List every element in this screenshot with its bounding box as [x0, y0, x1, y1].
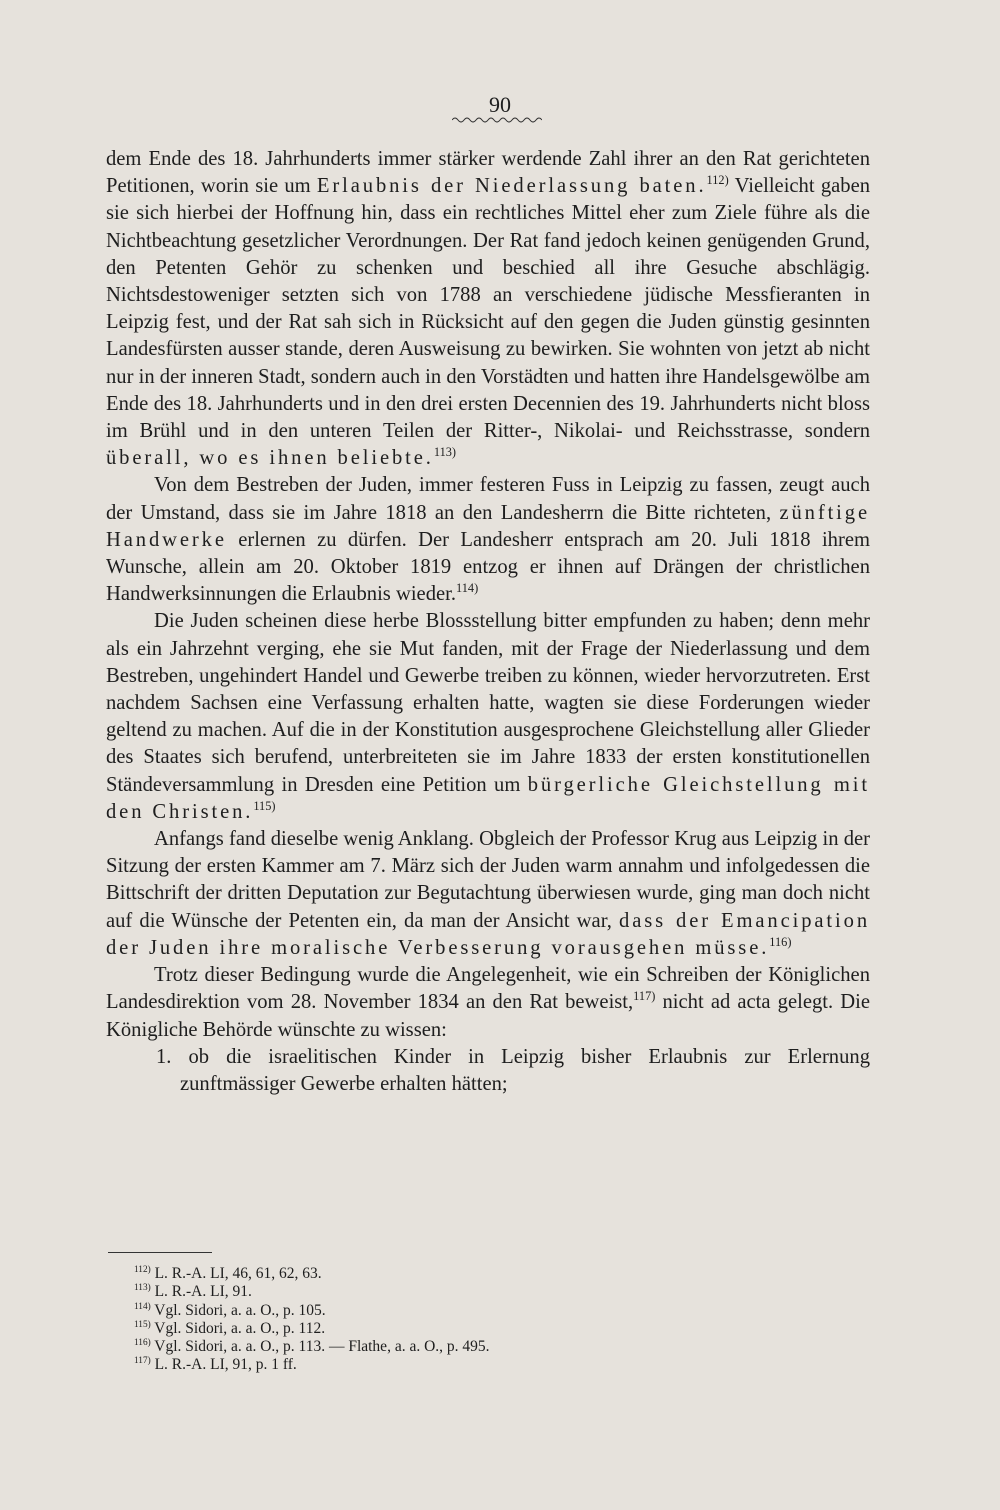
- paragraph-4: Anfangs fand dieselbe wenig Anklang. Obgleich der Professor Krug aus Leipzig in der Sitzung der ersten Kammer am 7. März sich der Juden warm annahm und infolgedessen die Bittschrift der dritten Deputation zur Begutachtung überwiesen wurde, ging man doch nicht auf die Wünsche der Petenten ein, da man der Ansicht war, dass der Emancipation der Juden ihre moralische Verbesserung vorausgehen müsse.$^{116)}$: [106, 828, 870, 959]
- spaced-emphasis: zünftige Handwerke: [106, 501, 870, 551]
- footnote-ref-113: 113): [433, 445, 457, 460]
- page-number-ornament: [452, 116, 542, 124]
- main-text: [106, 146, 870, 1098]
- paragraph-1: dem Ende des 18. Jahrhunderts immer stärker werdende Zahl ihrer an den Rat gerichteten Petitionen, worin sie um Erlaubnis der Niederlassung baten.$^{112)}$ Vielleicht gaben sie sich hierbei der Hoffnung hin, dass ein rechtliches Mittel eher zum Ziele führe als die Nichtbeachtung gesetzlicher Verordnungen. Der Rat fand jedoch keinen genügenden Grund, den Petenten Gehör zu schenken und beschied all ihre Gesuche abschlägig. Nichtsdestoweniger setzten sich von 1788 an verschiedene jüdische Messfieranten in Leipzig fest, und der Rat sah sich in Rücksicht auf den gegen die Juden günstig gesinnten Landesfürsten ausser stande, deren Ausweisung zu bewirken. Sie wohnten von jetzt ab nicht nur in der inneren Stadt, sondern auch in den Vorstädten und hatten ihre Handelsgewölbe am Ende des 18. Jahrhunderts und in den drei ersten Decennien des 19. Jahrhunderts nicht bloss im Brühl und in den unteren Teilen der Ritter-, Nikolai- und Reichsstrasse, sondern überall, wo es ihnen beliebte.$^{113)}$: [106, 148, 871, 470]
- paragraph-2: Von dem Bestreben der Juden, immer festeren Fuss in Leipzig zu fassen, zeugt auch der Umstand, dass sie im Jahre 1818 an den Landesherrn die Bitte richteten, zünftige Handwerke erlernen zu dürfen. Der Landesherr entsprach am 20. Juli 1818 ihrem Wunsche, allein am 20. Oktober 1819 entzog er ihnen auf Drängen der christlichen Handwerksinnungen die Erlaubnis wieder.$^{114)}$: [106, 474, 870, 606]
- spaced-emphasis: überall, wo es ihnen beliebte.: [106, 447, 434, 470]
- spaced-emphasis: dass der Emancipation der Juden ihre moralische Verbesserung vorausgehen müsse.: [106, 909, 870, 959]
- page-number: 90: [489, 92, 511, 117]
- footnote-ref-116: 116): [769, 935, 792, 950]
- spaced-emphasis: Erlaubnis der Niederlassung baten.: [316, 175, 707, 198]
- paragraph-3: Die Juden scheinen diese herbe Blossstellung bitter empfunden zu haben; denn mehr als ein Jahrzehnt verging, ehe sie Mut fanden, mit der Frage der Niederlassung und dem Bestreben, ungehindert Handel und Gewerbe treiben zu können, wieder hervorzutreten. Erst nachdem Sachsen eine Verfassung erhalten hatte, wagten sie diese Forderungen wieder geltend zu machen. Auf die in der Konstitution ausgesprochene Gleichstellung aller Glieder des Staates sich berufend, unterbreiteten sie im Jahre 1833 der ersten konstitutionellen Ständeversammlung in Dresden eine Petition um bürgerliche Gleichstellung mit den Christen.$^{115)}$: [106, 610, 870, 823]
- footnote-divider: [108, 1252, 212, 1253]
- footnote-113: $^{113)}$ L. R.-A. LI, 91.: [134, 1283, 252, 1301]
- footnote-ref-117: 117): [633, 989, 656, 1004]
- footnotes: [134, 1265, 694, 1375]
- footnote-ref-115: 115): [253, 799, 276, 814]
- spaced-emphasis: bürgerliche Gleichstellung mit den Christen.: [106, 773, 870, 823]
- footnote-115: $^{115)}$ Vgl. Sidori, a. a. O., p. 112.: [134, 1319, 326, 1337]
- footnote-116: $^{116)}$ Vgl. Sidori, a. a. O., p. 113. — Flathe, a. a. O., p. 495.: [134, 1338, 490, 1356]
- list-item: 1. ob die israelitischen Kinder in Leipzig bisher Erlaubnis zur Erlernung zunftmässiger Gewerbe erhalten hätten;: [156, 1045, 870, 1095]
- paragraph-5: Trotz dieser Bedingung wurde die Angelegenheit, wie ein Schreiben der Königlichen Landesdirektion vom 28. November 1834 an den Rat beweist,$^{117)}$ nicht ad acta gelegt. Die Königliche Behörde wünschte zu wissen:: [106, 964, 870, 1041]
- footnote-ref-114: 114): [456, 581, 479, 596]
- footnote-114: $^{114)}$ Vgl. Sidori, a. a. O., p. 105.: [134, 1301, 326, 1319]
- footnote-117: $^{117)}$ L. R.-A. LI, 91, p. 1 ff.: [134, 1356, 297, 1374]
- footnote-112: $^{112)}$ L. R.-A. LI, 46, 61, 62, 63.: [134, 1264, 322, 1282]
- footnote-ref-112: 112): [706, 173, 729, 188]
